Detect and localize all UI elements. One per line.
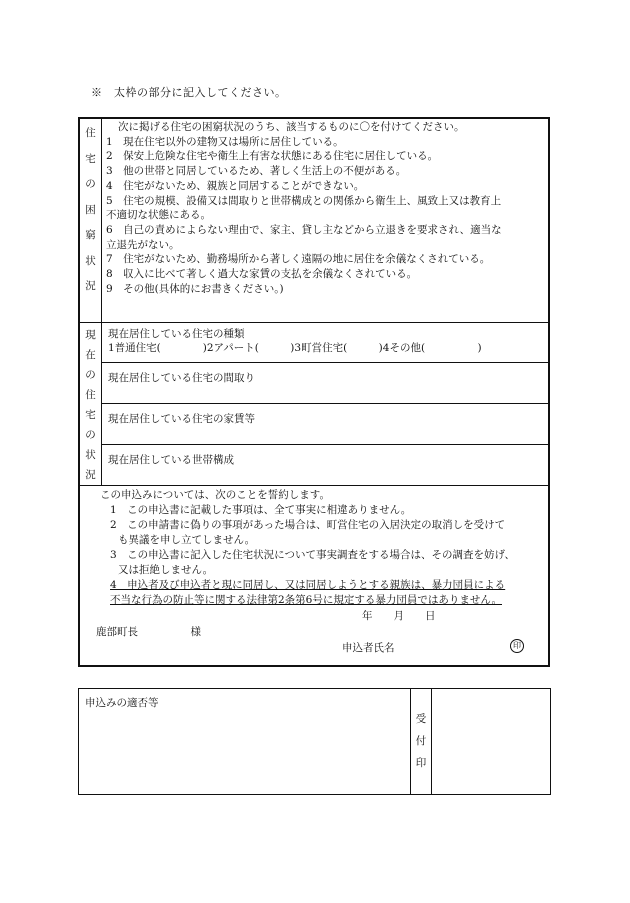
housing-type-field[interactable] <box>102 322 548 363</box>
heading-char: 宅 <box>85 409 96 421</box>
housing-rent-label: 現在居住している住宅の家賃等 <box>108 413 255 425</box>
application-frame <box>78 117 550 667</box>
housing-rent-field[interactable] <box>102 404 548 445</box>
household-label: 現在居住している世帯構成 <box>108 454 234 466</box>
heading-char: 住 <box>85 389 96 401</box>
office-use-box <box>78 688 551 795</box>
heading-char: 宅 <box>85 152 96 165</box>
housing-layout-field[interactable] <box>102 363 548 404</box>
hardship-section <box>80 119 548 323</box>
hardship-item[interactable]: 8 収入に比べて著しく過大な家賃の支払を余儀なくされている。 <box>106 268 418 281</box>
hardship-list <box>106 120 548 296</box>
stamp-char: 受 <box>415 713 427 725</box>
hardship-item[interactable]: 3 他の世帯と同居しているため、著しく生活上の不便がある。 <box>106 165 407 178</box>
heading-char: の <box>85 369 96 381</box>
stamp-char: 付 <box>415 735 427 747</box>
heading-char: 況 <box>85 469 96 481</box>
heading-char: の <box>85 429 96 441</box>
hardship-item[interactable]: 9 その他(具体的にお書きください。) <box>106 282 284 295</box>
current-heading <box>80 322 102 485</box>
heading-char: 状 <box>85 449 96 461</box>
current-housing-section <box>80 322 548 486</box>
seal-icon: 印 <box>510 639 524 653</box>
pledge-item-cont: 又は拒絶しません。 <box>118 564 214 576</box>
pledge-item-cont: 不当な行為の防止等に関する法律第2条第6号に規定する暴力団員ではありません。 <box>110 594 502 606</box>
household-field[interactable] <box>102 445 548 485</box>
heading-char: 困 <box>85 203 96 216</box>
applicant-name-field[interactable]: 申込者氏名 <box>342 642 395 654</box>
heading-char: 窮 <box>85 229 96 241</box>
pledge-intro: この申込みについては、次のことを誓約します。 <box>100 489 330 501</box>
pledge-section <box>80 485 548 665</box>
hardship-item[interactable]: 2 保安上危険な住宅や衛生上有害な状態にある住宅に居住している。 <box>106 150 439 163</box>
heading-char: 況 <box>85 280 96 292</box>
heading-char: 住 <box>85 127 96 139</box>
addressee: 鹿部町長 様 <box>96 626 201 638</box>
hardship-heading <box>80 119 102 322</box>
hardship-item[interactable]: 7 住宅がないため、勤務場所から著しく遠隔の地に居住を余儀なくされている。 <box>106 253 491 266</box>
pledge-item: 4 申込者及び申込者と現に同居し、又は同居しようとする親族は、暴力団員による <box>110 579 506 591</box>
stamp-char: 印 <box>415 757 427 769</box>
approval-label: 申込みの適否等 <box>85 697 159 709</box>
heading-char: 現 <box>85 329 96 341</box>
pledge-item: 2 この申請書に偽りの事項があった場合は、町営住宅の入居決定の取消しを受けて <box>110 519 506 531</box>
housing-type-label: 現在居住している住宅の種類 <box>108 328 245 340</box>
pledge-item-cont: も異議を申し立てしません。 <box>118 534 256 546</box>
pledge-item: 3 この申込書に記入した住宅状況について事実調査をする場合は、その調査を妨げ、 <box>110 549 516 561</box>
hardship-intro: 次に掲げる住宅の困窮状況のうち、該当するものに〇を付けてください。 <box>118 121 465 133</box>
hardship-item[interactable]: 1 現在住宅以外の建物又は場所に居住している。 <box>106 135 344 148</box>
instruction-note: ※ 太枠の部分に記入してください。 <box>91 86 287 99</box>
hardship-item-cont: 不適切な状態にある。 <box>106 209 211 222</box>
hardship-item[interactable]: 6 自己の責めによらない理由で、家主、貸し主などから立退きを要求され、適当な <box>106 223 502 236</box>
reception-stamp-label <box>410 709 432 775</box>
heading-char: 在 <box>85 349 96 361</box>
hardship-item-cont: 立退先がない。 <box>106 238 180 251</box>
hardship-item[interactable]: 5 住宅の規模、設備又は間取りと世帯構成との関係から衛生上、風致上又は教育上 <box>106 194 502 207</box>
hardship-item[interactable]: 4 住宅がないため、親族と同居することができない。 <box>106 179 365 192</box>
date-field[interactable]: 年 月 日 <box>362 610 436 622</box>
heading-char: 状 <box>85 254 96 267</box>
pledge-item: 1 この申込書に記載した事項は、全て事実に相違ありません。 <box>110 504 412 516</box>
housing-type-options[interactable]: 1普通住宅( )2アパート( )3町営住宅( )4その他( ) <box>108 342 482 354</box>
housing-layout-label: 現在居住している住宅の間取り <box>108 372 255 384</box>
heading-char: の <box>85 178 96 190</box>
